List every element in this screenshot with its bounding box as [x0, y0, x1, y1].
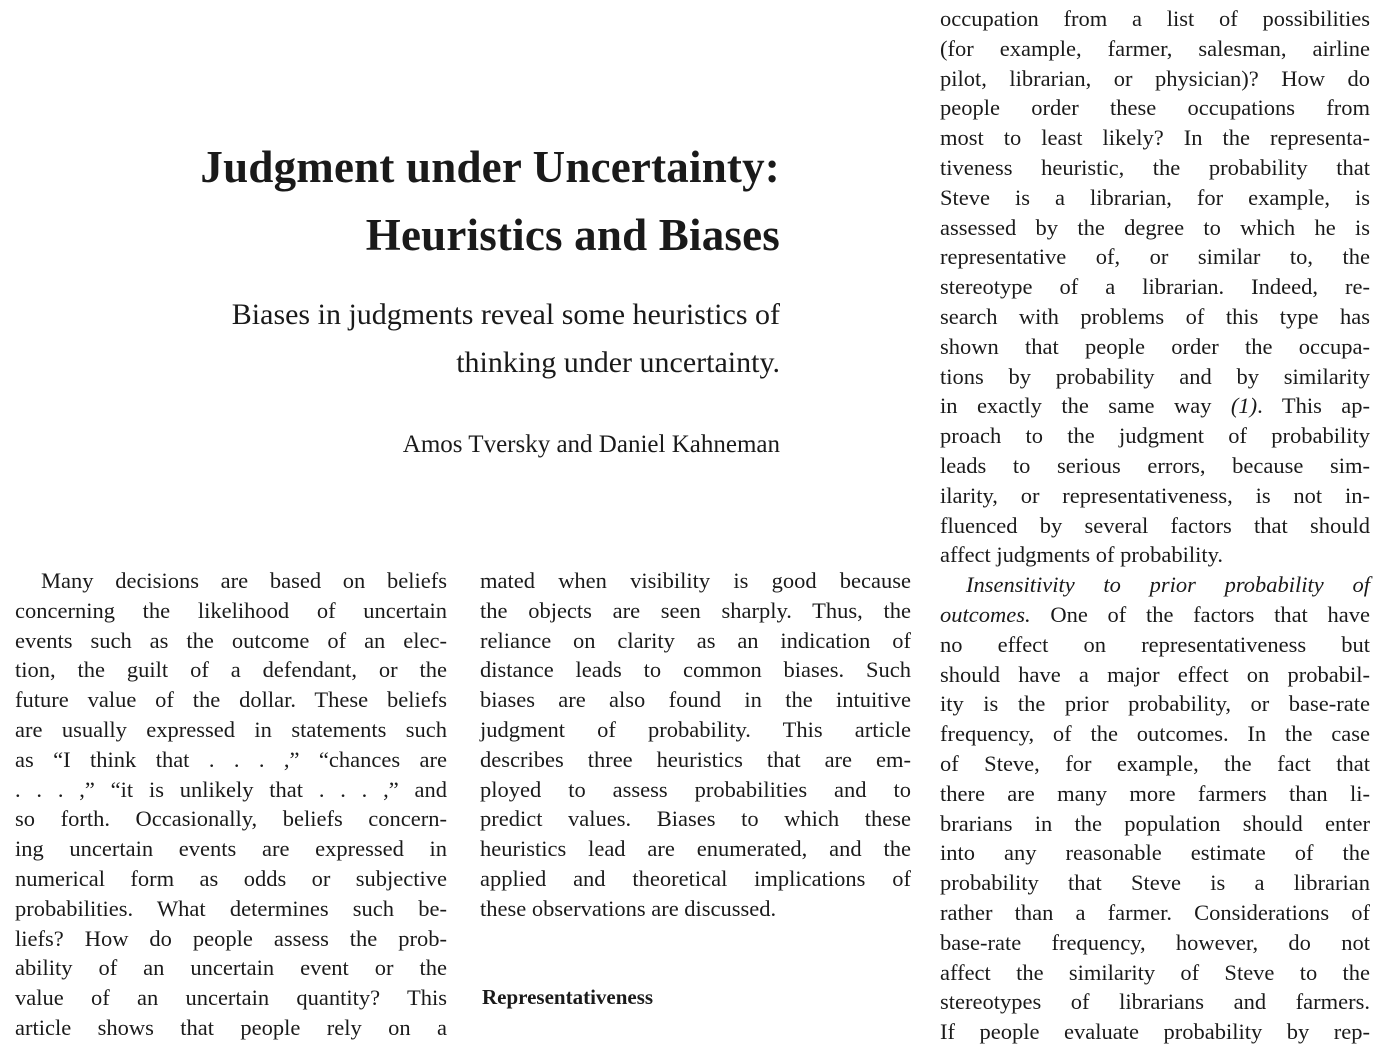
text-line: are usually expressed in statements such: [15, 716, 447, 742]
title-line-2: Heuristics and Biases: [365, 210, 780, 260]
subtitle-line-2: thinking under uncertainty.: [456, 346, 780, 379]
text-column-3: [940, 4, 1370, 1047]
text-line: tiveness heuristic, the probability that: [940, 154, 1370, 180]
text-line: events such as the outcome of an elec-: [15, 627, 447, 653]
text-line: article shows that people rely on a: [15, 1014, 447, 1040]
text-line: occupation from a list of possibilities: [940, 6, 1370, 31]
text-line: ployed to assess probabilities and to: [480, 776, 911, 802]
text-line: heuristics lead are enumerated, and the: [480, 836, 911, 862]
text-line: search with problems of this type has: [940, 303, 1370, 329]
text-line: biases are also found in the intuitive: [480, 687, 911, 713]
text-line: describes three heuristics that are em-: [480, 746, 911, 772]
text-fragment: in exactly the same way: [940, 393, 1212, 419]
text-line: [940, 391, 1370, 421]
text-line: value of an uncertain quantity? This: [15, 985, 447, 1011]
text-line: as “I think that . . . ,” “chances are: [15, 746, 447, 772]
text-line: rather than a farmer. Considerations of: [940, 899, 1370, 925]
text-line: probability that Steve is a librarian: [940, 870, 1370, 896]
citation-ref: (1): [1230, 393, 1258, 419]
text-line: stereotypes of librarians and farmers.: [940, 989, 1370, 1015]
text-line: frequency, of the outcomes. In the case: [940, 721, 1370, 747]
text-line: ity is the prior probability, or base-rate: [940, 691, 1370, 717]
text-column-2: [480, 566, 911, 924]
subsection-heading: Insensitivity to prior probability of: [966, 572, 1370, 598]
text-line: ing uncertain events are expressed in: [15, 836, 447, 862]
subtitle-line-1: Biases in judgments reveal some heuristics of: [231, 298, 780, 331]
text-line: into any reasonable estimate of the: [940, 840, 1370, 866]
article-subtitle: [80, 291, 780, 387]
text-line: numerical form as odds or subjective: [15, 865, 447, 891]
text-line: should have a major effect on probabil-: [940, 661, 1370, 687]
text-line: the objects are seen sharply. Thus, the: [480, 597, 911, 623]
text-line: affect judgments of probability.: [940, 542, 1224, 568]
text-line: distance leads to common biases. Such: [480, 657, 911, 683]
text-line: future value of the dollar. These beliefs: [15, 687, 447, 713]
text-line: . . . ,” “it is unlikely that . . . ,” and: [15, 776, 447, 802]
text-line: mated when visibility is good because: [480, 568, 911, 593]
text-line: leads to serious errors, because sim-: [940, 452, 1370, 478]
text-line: liefs? How do people assess the prob-: [15, 925, 447, 951]
text-fragment: . This ap-: [1257, 393, 1370, 419]
text-line: these observations are discussed.: [480, 895, 777, 921]
text-line: brarians in the population should enter: [940, 810, 1370, 836]
text-line: concerning the likelihood of uncertain: [15, 597, 447, 623]
text-line: there are many more farmers than li-: [940, 780, 1370, 806]
text-line: representative of, or similar to, the: [940, 244, 1370, 270]
text-line: shown that people order the occupa-: [940, 333, 1370, 359]
section-heading: Representativeness: [482, 985, 654, 1009]
text-line: proach to the judgment of probability: [940, 423, 1370, 449]
text-line: affect the similarity of Steve to the: [940, 959, 1370, 985]
text-line: base-rate frequency, however, do not: [940, 929, 1370, 955]
subsection-heading-cont: outcomes.: [940, 601, 1031, 627]
text-column-1: [15, 566, 447, 1043]
text-line: Steve is a librarian, for example, is: [940, 184, 1370, 210]
text-line: judgment of probability. This article: [480, 716, 911, 742]
title-line-1: Judgment under Uncertainty:: [200, 142, 780, 192]
text-line: Many decisions are based on beliefs: [41, 568, 447, 593]
text-line: no effect on representativeness but: [940, 631, 1370, 657]
text-line: applied and theoretical implications of: [480, 865, 911, 891]
text-line: predict values. Biases to which these: [480, 806, 911, 832]
text-line: pilot, librarian, or physician)? How do: [940, 65, 1370, 91]
text-line: tions by probability and by similarity: [940, 363, 1370, 389]
text-line: so forth. Occasionally, beliefs concern-: [15, 806, 447, 832]
text-line: ilarity, or representativeness, is not in-: [940, 482, 1370, 508]
text-line: stereotype of a librarian. Indeed, re-: [940, 274, 1370, 300]
article-title: [80, 133, 780, 269]
text-line: reliance on clarity as an indication of: [480, 627, 911, 653]
text-line: assessed by the degree to which he is: [940, 214, 1370, 240]
text-line: fluenced by several factors that should: [940, 512, 1370, 538]
text-line: If people evaluate probability by rep-: [940, 1019, 1370, 1045]
authors: Amos Tversky and Daniel Kahneman: [402, 431, 780, 458]
text-line: probabilities. What determines such be-: [15, 895, 447, 921]
text-line: tion, the guilt of a defendant, or the: [15, 657, 447, 683]
text-line: most to least likely? In the representa-: [940, 125, 1370, 151]
text-fragment: One of the factors that have: [1030, 601, 1370, 627]
text-line: (for example, farmer, salesman, airline: [940, 35, 1370, 61]
text-line: ability of an uncertain event or the: [15, 955, 447, 981]
text-line: [940, 600, 1370, 630]
text-line: of Steve, for example, the fact that: [940, 750, 1370, 776]
text-line: people order these occupations from: [940, 95, 1370, 121]
